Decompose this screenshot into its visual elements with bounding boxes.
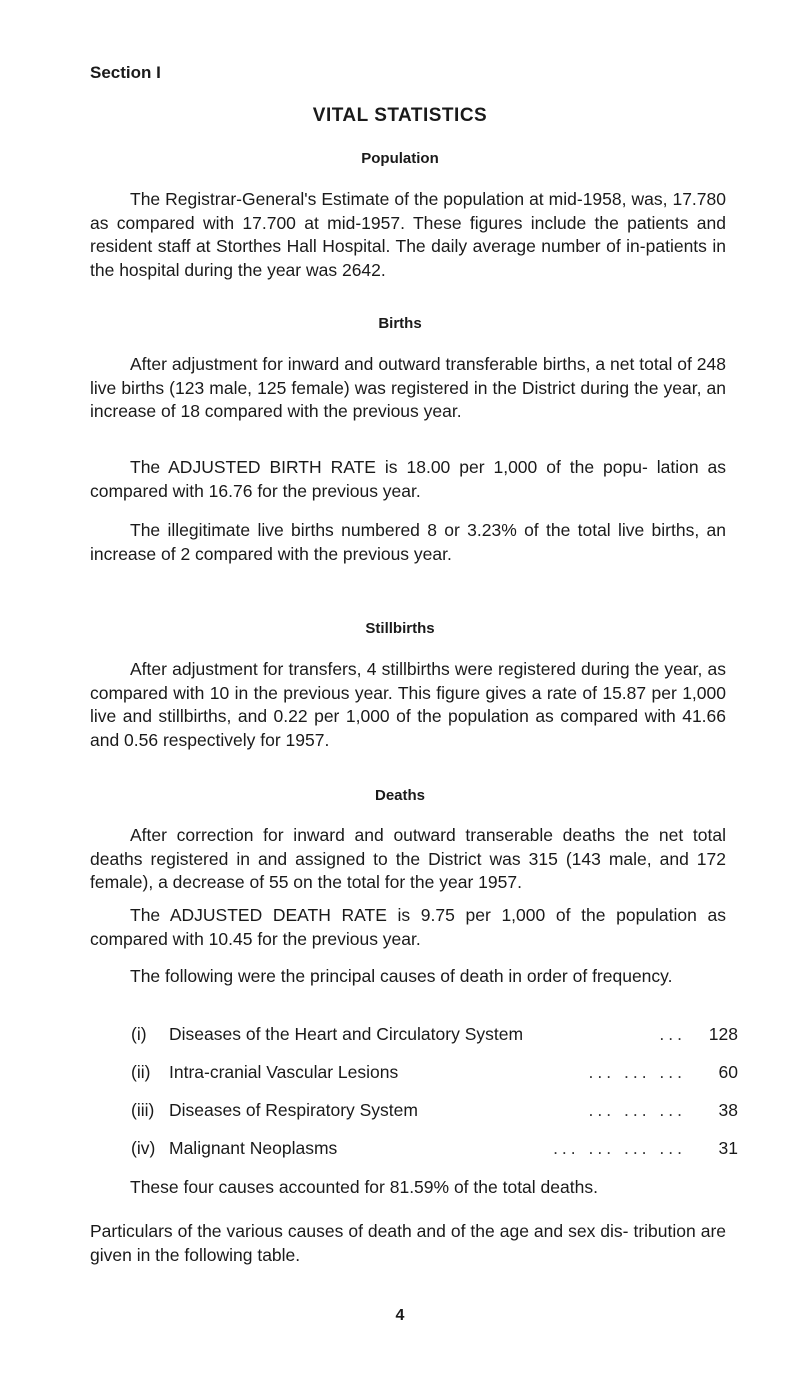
cause-leader-dots: ... ... ... ... [553,1138,686,1158]
cause-count: 31 [718,1138,738,1158]
births-paragraph-2: The ADJUSTED BIRTH RATE is 18.00 per 1,000 of the popu- lation as compared with 16.76 for the previous year. [90,457,726,501]
cause-count: 60 [718,1062,738,1082]
cause-label: Diseases of the Heart and Circulatory System [169,1024,524,1044]
deaths-paragraph-2: The ADJUSTED DEATH RATE is 9.75 per 1,000 of the population as compared with 10.45 for the previous year. [90,905,726,949]
deaths-closing: Particulars of the various causes of death and of the age and sex dis- tribution are given in the following table. [90,1221,726,1265]
cause-label: Diseases of Respiratory System [169,1100,418,1120]
deaths-summary: These four causes accounted for 81.59% of the total deaths. [130,1177,598,1197]
cause-row [131,1062,738,1086]
heading-stillbirths: Stillbirths [365,620,435,637]
cause-count: 38 [718,1100,738,1120]
cause-leader-dots: ... ... ... [588,1062,686,1082]
cause-number: (i) [131,1024,147,1044]
cause-number: (ii) [131,1062,151,1082]
cause-count: 128 [708,1024,738,1044]
births-paragraph-3: The illegitimate live births numbered 8 or 3.23% of the total live births, an increase of 2 compared with the previous year. [90,520,726,564]
heading-births: Births [378,315,422,332]
page-number: 4 [395,1307,405,1324]
cause-leader-dots: ... [659,1024,686,1044]
cause-row [131,1024,738,1048]
births-paragraph-1: After adjustment for inward and outward transferable births, a net total of 248 live births (123 male, 125 female) was registered in the District during the year, an increase of 18 compared with the previous year. [90,354,726,421]
section-label: Section I [90,63,161,82]
cause-row [131,1100,738,1124]
cause-number: (iv) [131,1138,156,1158]
deaths-paragraph-3: The following were the principal causes of death in order of frequency. [130,966,673,986]
heading-deaths: Deaths [374,787,426,804]
cause-number: (iii) [131,1100,155,1120]
cause-label: Malignant Neoplasms [169,1138,338,1158]
cause-row [131,1138,738,1162]
cause-leader-dots: ... ... ... [588,1100,686,1120]
page-title: VITAL STATISTICS [312,105,488,126]
cause-label: Intra-cranial Vascular Lesions [169,1062,399,1082]
deaths-paragraph-1: After correction for inward and outward transerable deaths the net total deaths registered in and assigned to the District was 315 (143 male, and 172 female), a decrease of 55 on the total for the year 1957. [90,825,726,892]
population-paragraph: The Registrar-General's Estimate of the population at mid-1958, was, 17.780 as compared with 17.700 at mid-1957. These figures include the patients and resident staff at Storthes Hall Hospital. The daily average number of in-patients in the hospital during the year was 2642. [90,189,726,280]
stillbirths-paragraph: After adjustment for transfers, 4 stillbirths were registered during the year, as compared with 10 in the previous year. This figure gives a rate of 15.87 per 1,000 live and stillbirths, and 0.22 per 1,000 of the population as compared with 41.66 and 0.56 respectively for 1957. [90,659,726,750]
heading-population: Population [361,150,439,167]
